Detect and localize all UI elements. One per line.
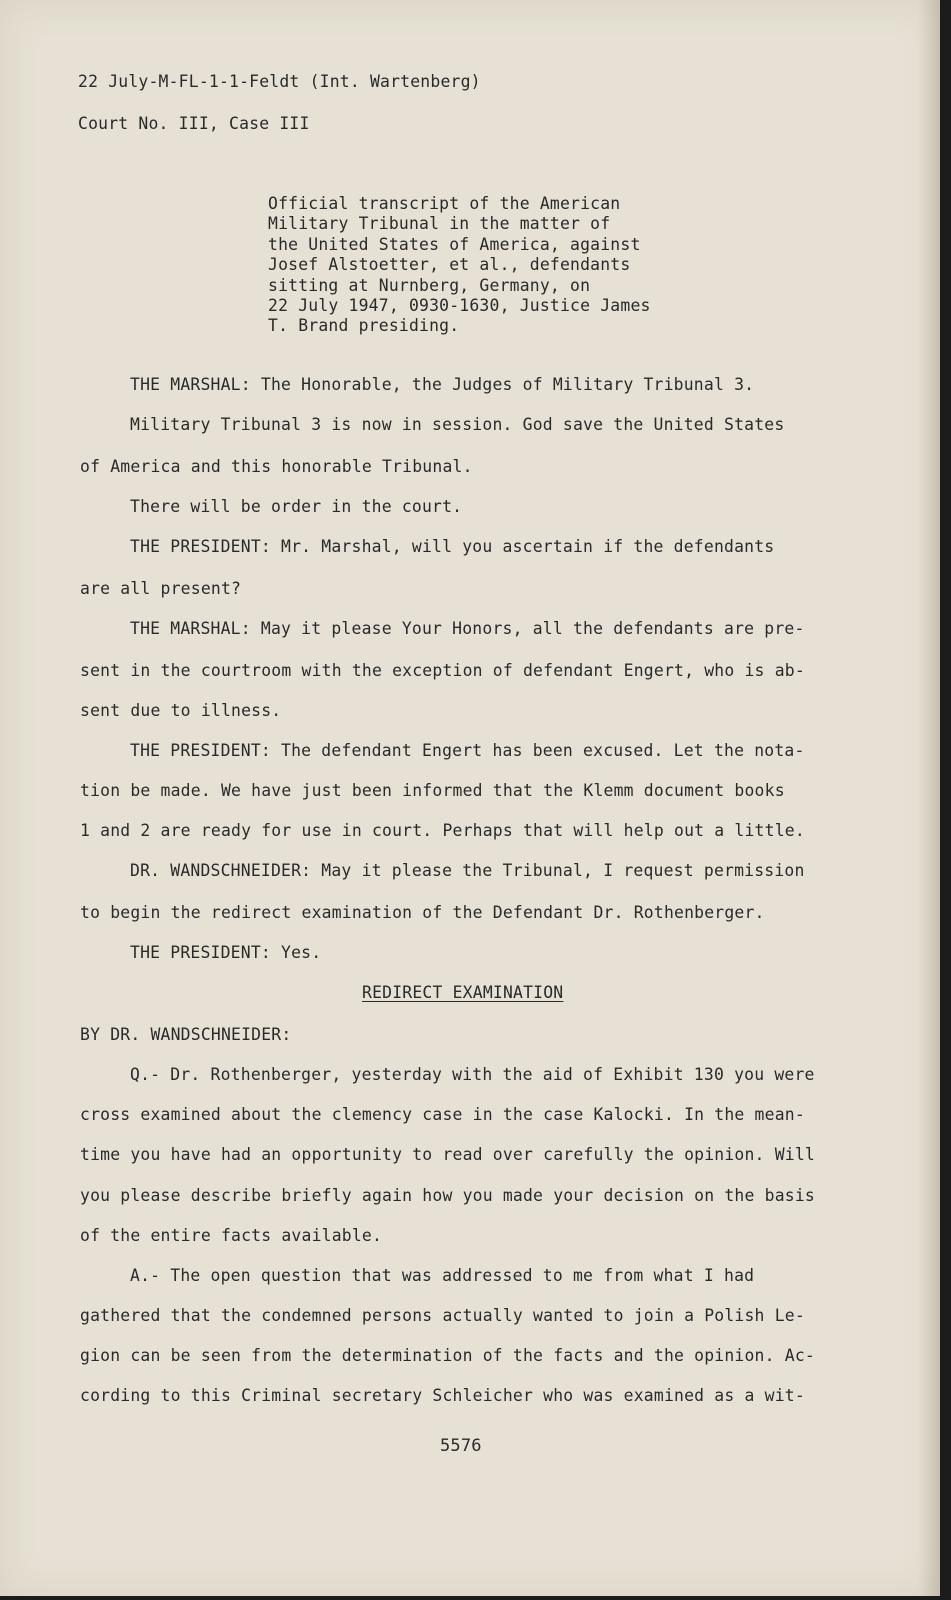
body-line: DR. WANDSCHNEIDER: May it please the Tribunal, I request permission xyxy=(130,861,805,880)
body-line: cross examined about the clemency case in the case Kalocki. In the mean- xyxy=(80,1105,805,1124)
body-line: of America and this honorable Tribunal. xyxy=(80,457,473,476)
caption-line: sitting at Nurnberg, Germany, on xyxy=(268,275,591,295)
body-line: you please describe briefly again how you made your decision on the basis xyxy=(80,1186,815,1205)
body-line: gathered that the condemned persons actually wanted to join a Polish Le- xyxy=(80,1306,805,1325)
caption-line: T. Brand presiding. xyxy=(268,316,460,336)
body-line: Military Tribunal 3 is now in session. God save the United States xyxy=(130,415,785,434)
body-line: are all present? xyxy=(80,579,242,598)
body-line: of the entire facts available. xyxy=(80,1226,383,1245)
body-line: THE PRESIDENT: The defendant Engert has been excused. Let the nota- xyxy=(130,741,805,760)
caption-line: 22 July 1947, 0930-1630, Justice James xyxy=(268,296,651,316)
header-line-2: Court No. III, Case III xyxy=(78,114,310,133)
header-line-1: 22 July-M-FL-1-1-Feldt (Int. Wartenberg) xyxy=(78,72,481,91)
body-line: 1 and 2 are ready for use in court. Perhaps that will help out a little. xyxy=(80,821,805,840)
body-line: time you have had an opportunity to read over carefully the opinion. Will xyxy=(80,1145,815,1164)
body-line: There will be order in the court. xyxy=(130,497,463,516)
page-number: 5576 xyxy=(440,1436,482,1456)
caption-line: Official transcript of the American xyxy=(268,194,621,213)
caption-line: Military Tribunal in the matter of xyxy=(268,214,611,234)
caption-line: the United States of America, against xyxy=(268,234,641,254)
section-heading: REDIRECT EXAMINATION xyxy=(362,983,564,1002)
body-line: sent in the courtroom with the exception of defendant Engert, who is ab- xyxy=(80,661,805,680)
body-line: THE MARSHAL: The Honorable, the Judges of Military Tribunal 3. xyxy=(130,375,755,394)
caption-line: Josef Alstoetter, et al., defendants xyxy=(268,255,631,275)
body-line: BY DR. WANDSCHNEIDER: xyxy=(80,1025,292,1044)
body-line: A.- The open question that was addressed to me from what I had xyxy=(130,1266,755,1285)
body-line: gion can be seen from the determination of the facts and the opinion. Ac- xyxy=(80,1346,815,1365)
body-line: to begin the redirect examination of the Defendant Dr. Rothenberger. xyxy=(80,903,765,922)
body-line: THE PRESIDENT: Mr. Marshal, will you ascertain if the defendants xyxy=(130,537,775,556)
transcript-caption xyxy=(268,194,651,337)
body-line: cording to this Criminal secretary Schleicher who was examined as a wit- xyxy=(80,1386,805,1405)
body-line: tion be made. We have just been informed that the Klemm document books xyxy=(80,781,785,800)
body-line: THE MARSHAL: May it please Your Honors, all the defendants are pre- xyxy=(130,619,805,638)
body-line: sent due to illness. xyxy=(80,701,282,720)
body-line: THE PRESIDENT: Yes. xyxy=(130,943,322,962)
body-line: Q.- Dr. Rothenberger, yesterday with the aid of Exhibit 130 you were xyxy=(130,1065,815,1084)
